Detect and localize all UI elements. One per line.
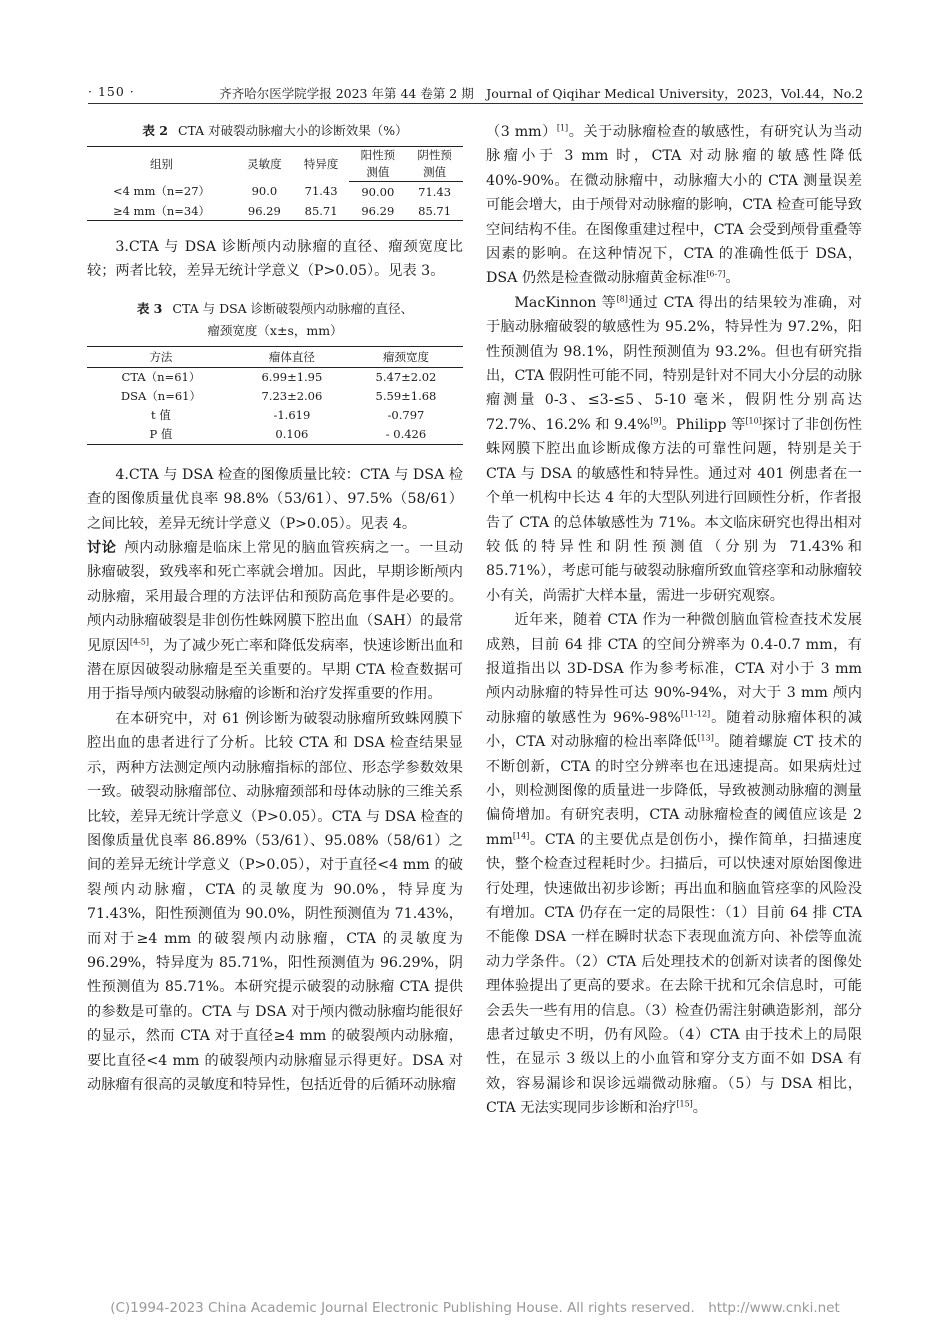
- running-header: [88, 80, 863, 102]
- citation-ref: [9]: [650, 416, 662, 426]
- table-cell: 96.29: [236, 201, 293, 221]
- results-paragraph-3: 3.CTA 与 DSA 诊断颅内动脉瘤的直径、瘤颈宽度比较；两者比较，差异无统计学意义（P>0.05）。见表 3。: [87, 239, 463, 280]
- discussion-paragraph-2: 在本研究中，对 61 例诊断为破裂动脉瘤所致蛛网膜下腔出血的患者进行了分析。比较 CTA 和 DSA 检查结果显示，两种方法测定颅内动脉瘤指标的部位、形态学参数效果一致。破裂动脉瘤部位、动脉瘤颈部和母体动脉的三维关系比较，差异无统计学意义（P>0.05）。CTA 与 DSA 检查的图像质量优良率 86.89%（53/61）、95.08%（58/61）之间的差异无统计学意义（P>0.05），对于直径<4 mm 的破裂颅内动脉瘤，CTA 的灵敏度为 90.0%，特异度为 71.43%，阳性预测值为 90.0%，阴性预测值为 71.43%，而对于≥4 mm 的破裂颅内动脉瘤，CTA 的灵敏度为 96.29%，特异度为 85.71%，阳性预测值为 96.29%，阴性预测值为 85.71%。本研究提示破裂的动脉瘤 CTA 提供的参数是可靠的。CTA 与 DSA 对于颅内微动脉瘤均能很好的显示，然而 CTA 对于直径≥4 mm 的破裂颅内动脉瘤，要比直径<4 mm 的破裂颅内动脉瘤显示得更好。DSA 对动脉瘤有很高的灵敏度和特异性，包括近骨的后循环动脉瘤: [87, 710, 463, 1093]
- citation-ref: [4-5]: [129, 636, 149, 646]
- body-text: （3 mm）: [486, 124, 557, 140]
- right-paragraph-3: [486, 608, 862, 1121]
- body-text: 。: [725, 270, 740, 287]
- table2-title: CTA 对破裂动脉瘤大小的诊断效果（%）: [177, 123, 408, 138]
- page-number: · 150 ·: [88, 84, 135, 99]
- body-text: 。随着动脉瘤体积的减小，CTA 对动脉瘤的检出率降低: [486, 709, 862, 751]
- table2-header-npv-line1: 阴性预: [406, 147, 463, 165]
- right-column: [486, 120, 862, 1121]
- table-cell: 85.71: [406, 201, 463, 221]
- table2-header-specificity: 特异度: [293, 147, 350, 182]
- citation-ref: [11-12]: [680, 709, 711, 719]
- body-text: 。: [692, 1100, 707, 1117]
- discussion-heading: 讨论: [87, 540, 117, 557]
- table-cell: 96.29: [349, 201, 406, 221]
- table-row: [87, 367, 463, 387]
- table2-header-sensitivity: 灵敏度: [236, 147, 293, 182]
- results-paragraph-4: 4.CTA 与 DSA 检查的图像质量比较：CTA 与 DSA 检查的图像质量优良率 98.8%（53/61）、97.5%（58/61）之间比较，差异无统计学意义（P>0.05）。见表 4。: [87, 466, 463, 532]
- table3-label: 表 3: [136, 300, 163, 316]
- copyright-footer: (C)1994-2023 China Academic Journal Electronic Publishing House. All rights reserved. http://www.cnki.net: [110, 1300, 840, 1316]
- table2-label: 表 2: [142, 123, 168, 138]
- table-cell: 90.00: [361, 184, 395, 199]
- citation-ref: [6-7]: [706, 269, 726, 279]
- body-text: 通过 CTA 得出的结果较为准确，对于脑动脉瘤破裂的敏感性为 95.2%，特异性为 97.2%，阳性预测值为 98.1%，阴性预测值为 93.2%。但也有研究指出，CTA 假阴性可能不同，特别是针对不同大小分层的动脉瘤测量 0-3、≤3-≤5、5-10 毫米，假阴性分别高达 72.7%、16.2% 和 9.4%: [486, 294, 862, 433]
- discussion-text: ，为了减少死亡率和降低发病率，快速诊断出血和潜在原因破裂动脉瘤是至关重要的。早期 CTA 检查数据可用于指导颅内破裂动脉瘤的诊断和治疗发挥重要的作用。: [87, 637, 463, 703]
- table-cell: 0.106: [235, 425, 349, 445]
- table-cell: 90.0: [251, 184, 278, 199]
- table-cell: t 值: [151, 408, 171, 423]
- table-cell: CTA（n=61）: [121, 370, 201, 385]
- table-cell: ≥4 mm（n=34）: [87, 201, 236, 221]
- table-cell: <4 mm（n=27）: [112, 184, 211, 199]
- citation-ref: [10]: [745, 416, 762, 426]
- table2: [87, 146, 463, 221]
- table-row: [87, 387, 463, 406]
- table-cell: DSA（n=61）: [120, 389, 201, 404]
- journal-citation: 齐齐哈尔医学院学报 2023 年第 44 卷第 2 期 Journal of Qiqihar Medical University，2023，Vol.44，No.2: [219, 86, 863, 101]
- header-rule: [88, 103, 863, 104]
- body-text: 近年来，随着 CTA 作为一种微创脑血管检查技术发展成熟，目前 64 排 CTA 的空间分辨率为 0.4-0.7 mm，有报道指出以 3D-DSA 作为参考标准，CTA 对小于 3 mm 颅内动脉瘤的特异性可达 90%-94%，对大于 3 mm 颅内动脉瘤的敏感性为 96%-98%: [486, 612, 862, 726]
- table-cell: -0.797: [387, 408, 425, 423]
- table-cell: 71.43: [418, 184, 452, 199]
- table3: [87, 346, 463, 445]
- table-cell: 6.99±1.95: [261, 370, 323, 385]
- right-paragraph-1: [486, 120, 862, 291]
- citation-ref: [13]: [697, 733, 714, 743]
- table-cell: - 0.426: [349, 425, 463, 445]
- table2-header-ppv-line1: 阳性预: [349, 147, 406, 165]
- body-text: 。CTA 的主要优点是创伤小，操作简单，扫描速度快，整个检查过程耗时少。扫描后，可以快速对原始图像进行处理，快速做出初步诊断；再出血和脑血管痉挛的风险没有增加。CTA 仍存在一定的局限性：（1）目前 64 排 CTA 不能像 DSA 一样在瞬时状态下表现血流方向、补偿等血流动力学条件。（2）CTA 后处理技术的创新对读者的图像处理体验提出了更高的要求。在去除干扰和冗余信息时，可能会丢失一些有用的信息。（3）检查仍需注射碘造影剂，部分患者过敏史不明，仍有风险。（4）CTA 由于技术上的局限性，在显示 3 级以上的小血管和穿分支方面不如 DSA 有效，容易漏诊和误诊远端微动脉瘤。（5）与 DSA 相比，CTA 无法实现同步诊断和治疗: [486, 831, 862, 1117]
- table3-header-neck-width: 瘤颈宽度: [349, 346, 463, 367]
- table-row: [87, 425, 463, 445]
- table3-title-line1: CTA 与 DSA 诊断破裂颅内动脉瘤的直径、: [172, 300, 414, 316]
- body-text: 探讨了非创伤性蛛网膜下腔出血诊断成像方法的可靠性问题，特别是关于 CTA 与 DSA 的敏感性和特异性。通过对 401 例患者在一个单一机构中长达 4 年的大型队列进行回顾性分析，作者报告了 CTA 的总体敏感性为 71%。本文临床研究也得出相对较低的特异性和阴性预测值（分别为 71.43%和 85.71%），考虑可能与破裂动脉瘤所致血管痉挛和动脉瘤较小有关，尚需扩大样本量，需进一步研究观察。: [486, 416, 862, 604]
- table2-header-group: 组别: [87, 147, 236, 182]
- body-text: 。随着螺旋 CT 技术的不断创新，CTA 的时空分辨率也在迅速提高。如果病灶过小，则检测图像的质量进一步降低，导致被测动脉瘤的测量偏倚增加。有研究表明，CTA 动脉瘤检查的阈值应该是 2 mm: [486, 734, 862, 848]
- left-column: [87, 120, 463, 1097]
- table3-caption-line2: 瘤颈宽度（x±s，mm）: [207, 322, 343, 338]
- right-paragraph-2: [486, 291, 862, 608]
- table3-header-method: 方法: [87, 346, 235, 367]
- table-row: [87, 201, 463, 221]
- table3-header-diameter: 瘤体直径: [235, 346, 349, 367]
- citation-ref: [1]: [556, 123, 569, 133]
- table-cell: 5.59±1.68: [375, 389, 437, 404]
- table2-header-npv-line2: 测值: [406, 164, 463, 182]
- table-cell: 5.47±2.02: [375, 370, 437, 385]
- body-text: MacKinnon 等: [514, 294, 617, 311]
- table-row: [87, 182, 463, 202]
- table3-caption: [87, 298, 463, 320]
- discussion-text: 颅内动脉瘤是临床上常见的脑血管疾病之一。一旦动脉瘤破裂，致残率和死亡率就会增加。因此，早期诊断颅内动脉瘤，采用最合理的方法评估和预防高危事件是必要的。颅内动脉瘤破裂是非创伤性蛛网膜下腔出血（SAH）的最常见原因: [87, 540, 463, 654]
- table-cell: 71.43: [304, 184, 338, 199]
- table-row: [87, 406, 463, 425]
- citation-ref: [15]: [676, 1099, 693, 1109]
- discussion-paragraph-1: [87, 536, 463, 707]
- table-cell: 7.23±2.06: [261, 389, 323, 404]
- body-text: 。关于动脉瘤检查的敏感性，有研究认为当动脉瘤小于 3 mm 时，CTA 对动脉瘤的敏感性降低 40%-90%。在微动脉瘤中，动脉瘤大小的 CTA 测量误差可能会增大，由于颅骨对动脉瘤的影响，CTA 检查可能导致空间结构不佳。在图像重建过程中，CTA 会受到颅骨重叠等因素的影响。在这种情况下，CTA 的准确性低于 DSA，DSA 仍然是检查微动脉瘤黄金标准: [486, 124, 862, 287]
- body-text: 。Philipp 等: [661, 416, 746, 433]
- table-cell: 85.71: [293, 201, 350, 221]
- citation-ref: [8]: [616, 294, 628, 304]
- table-cell: -1.619: [273, 408, 311, 423]
- citation-ref: [14]: [512, 831, 530, 841]
- table2-header-ppv-line2: 测值: [349, 164, 406, 182]
- table2-caption: [87, 120, 463, 142]
- table-cell: P 值: [87, 425, 235, 445]
